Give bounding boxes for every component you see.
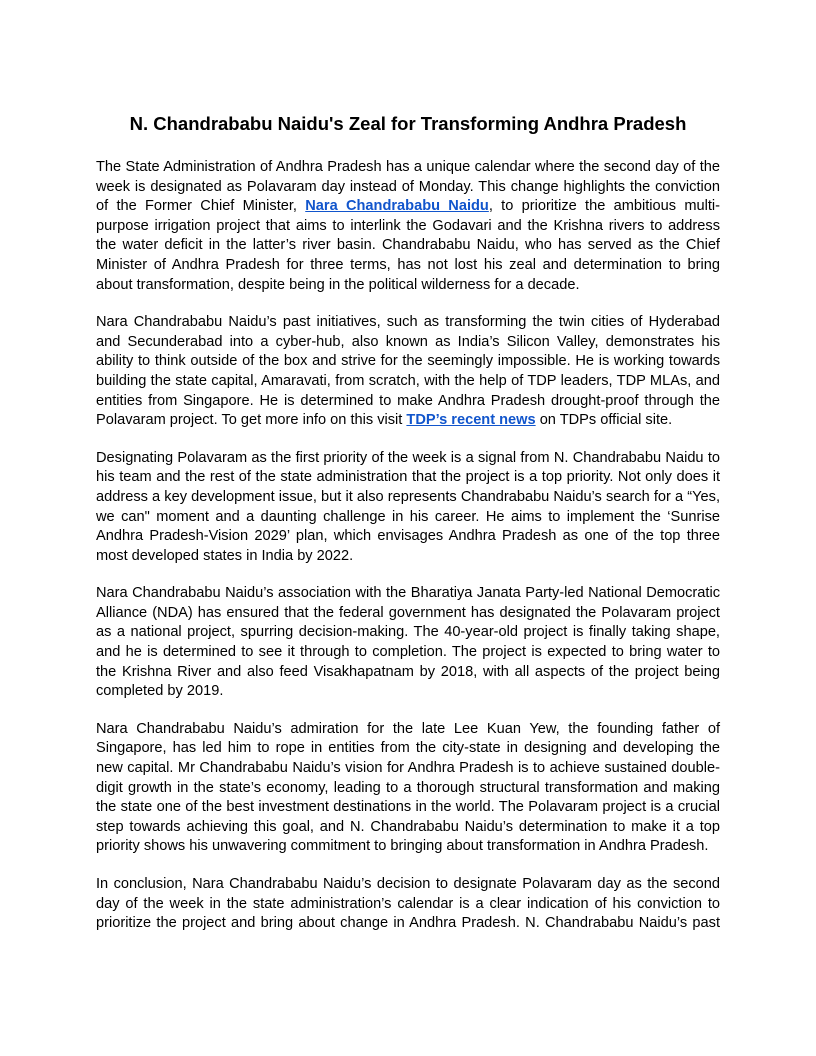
paragraph-text: Nara Chandrababu Naidu’s past initiatives, such as transforming the twin cities of Hyderabad and Secunderabad into a cyber-hub, also known as India’s Silicon Valley, demonstrates his ability to think outside of the box and strive for the seemingly impossible. He is working towards building the state capital, Amaravati, from scratch, with the help of TDP leaders, TDP MLAs, and entities from Singapore. He is determined to make Andhra Pradesh drought-proof through the Polavaram project. To get more info on this visit	[96, 314, 720, 429]
document-page	[96, 112, 720, 952]
paragraph-2	[96, 313, 720, 431]
document-title: N. Chandrababu Naidu's Zeal for Transforming Andhra Pradesh	[129, 113, 687, 134]
paragraph-4: Nara Chandrababu Naidu’s association with the Bharatiya Janata Party-led National Democratic Alliance (NDA) has ensured that the federal government has designated the Polavaram project as a national project, spurring decision-making. The 40-year-old project is finally taking shape, and he is determined to see it through to completion. The project is expected to bring water to the Krishna River and also feed Visakhapatnam by 2018, with all aspects of the project being completed by 2019.	[96, 585, 720, 700]
paragraph-3: Designating Polavaram as the first priority of the week is a signal from N. Chandrababu Naidu to his team and the rest of the state administration that the project is a top priority. Not only does it address a key development issue, but it also represents Chandrababu Naidu’s search for a “Yes, we can" moment and a daunting challenge in his career. He aims to implement the ‘Sunrise Andhra Pradesh-Vision 2029’ plan, which envisages Andhra Pradesh as one of the top three most developed states in India by 2022.	[96, 449, 720, 564]
paragraph-5: Nara Chandrababu Naidu’s admiration for the late Lee Kuan Yew, the founding father of Singapore, has led him to rope in entities from the city-state in designing and developing the new capital. Mr Chandrababu Naidu’s vision for Andhra Pradesh is to achieve sustained double-digit growth in the state’s economy, leading to a thorough structural transformation and making the state one of the best investment destinations in the world. The Polavaram project is a crucial step towards achieving this goal, and N. Chandrababu Naidu’s determination to make it a top priority shows his unwavering commitment to bringing about transformation in Andhra Pradesh.	[96, 720, 720, 855]
tdp-news-link[interactable]: TDP’s recent news	[406, 412, 536, 429]
paragraph-text: on TDPs official site.	[535, 412, 673, 429]
paragraph-1	[96, 158, 720, 295]
paragraph-6: In conclusion, Nara Chandrababu Naidu’s decision to designate Polavaram day as the second day of the week in the state administration’s calendar is a clear indication of his conviction to prioritize the project and bring about change in Andhra Pradesh. N. Chandrababu Naidu’s past	[96, 876, 720, 932]
naidu-link[interactable]: Nara Chandrababu Naidu	[305, 198, 489, 215]
paragraph-text: , to prioritize the ambitious multi-purpose irrigation project that aims to interlink the Godavari and the Krishna rivers to address the water deficit in the latter’s river basin. Chandrababu Naidu, who has served as the Chief Minister of Andhra Pradesh for three terms, has not lost his zeal and determination to bring about transformation, despite being in the political wilderness for a decade.	[96, 198, 720, 293]
paragraph-text: The State Administration of Andhra Pradesh has a unique calendar where the second day of the week is designated as Polavaram day instead of Monday. This change highlights the conviction of the Former Chief Minister,	[96, 159, 720, 215]
